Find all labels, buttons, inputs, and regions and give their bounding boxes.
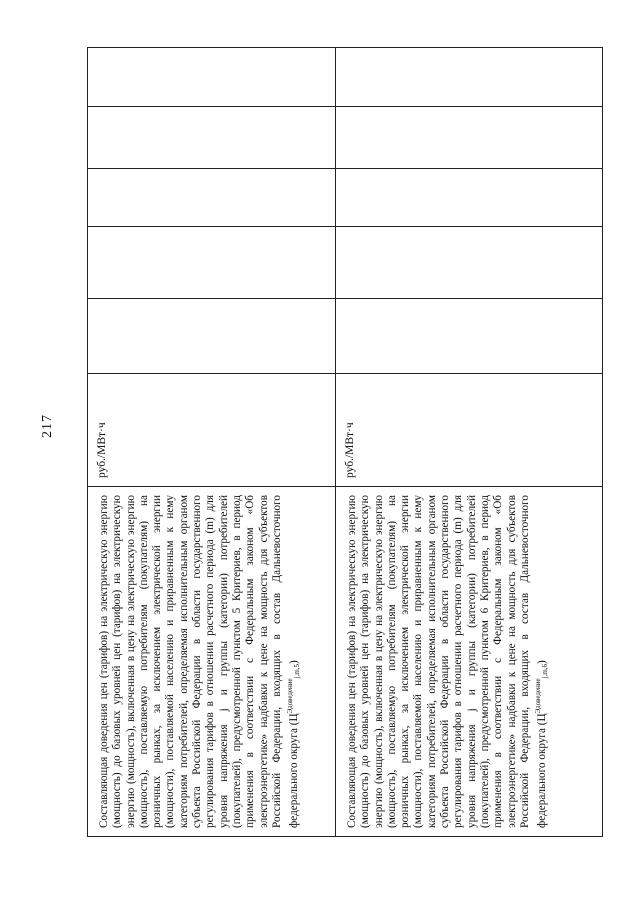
value-cell [336, 48, 602, 106]
value-cell [336, 226, 602, 298]
formula [288, 660, 300, 713]
value-cell [336, 168, 602, 226]
formula [536, 660, 548, 713]
value-cell [336, 106, 602, 168]
value-cell [88, 168, 335, 226]
formula-close: ) [536, 660, 549, 664]
row-description [88, 486, 335, 836]
unit-cell [88, 373, 335, 486]
description-text: Составляющая доведения цен (тарифов) на электрическую энергию (мощность) до базовых уровней цен (тарифов) на электрическую энергию (мощность), включенная в цену на электрическую энергию (мощность), поставляемую потребителям (покупателям) на розничных рынках, за исключением электрической энергии (мощности), поставляемой населению и приравненным к нему категориям потребителей, определяемая исполнительным органом субъекта Российской Федерации в области государственного регулирования тарифов в отношении расчетного периода (m) для уровня напряжения j и группы (категории) потребителей (покупателей), предусмотренной пунктом 5 Критериев, в период применения в соответствии с Федеральным законом «Об электроэнергетике» надбавки к цене на мощность для субъектов Российской Федерации, входящих в состав Дальневосточного федерального округа (Ц [98, 495, 301, 828]
unit-label: руб./МВт·ч [96, 422, 108, 478]
formula-close: ) [288, 660, 301, 664]
value-cell [88, 106, 335, 168]
value-cell [88, 226, 335, 298]
description-text: Составляющая доведения цен (тарифов) на электрическую энергию (мощность) до базовых уровней цен (тарифов) на электрическую энергию (мощность), включенная в цену на электрическую энергию (мощность), поставляемую потребителям (покупателям) на розничных рынках, за исключением электрической энергии (мощности), поставляемой населению и приравненным к нему категориям потребителей, определяемая исполнительным органом субъекта Российской Федерации в области государственного регулирования тарифов в отношении расчетного периода (m) для уровня напряжения j и группы (категории) потребителей (покупателей), предусмотренной пунктом 6 Критериев, в период применения в соответствии с Федеральным законом «Об электроэнергетике» надбавки к цене на мощность для субъектов Российской Федерации, входящих в состав Дальневосточного федерального округа (Ц [346, 495, 549, 828]
value-cell [88, 48, 335, 106]
value-cell [336, 298, 602, 373]
table-row [336, 48, 602, 836]
formula-subscript: j,m,5 [293, 663, 302, 679]
value-cell [88, 298, 335, 373]
row-description [336, 486, 602, 836]
page-number: 217 [40, 414, 55, 438]
tariff-table [87, 47, 603, 837]
unit-label: руб./МВт·ч [344, 422, 356, 478]
formula-superscript: Эдоведение [286, 678, 295, 714]
table-row [88, 48, 336, 836]
formula-subscript: j,m,6 [541, 663, 550, 679]
unit-cell [336, 373, 602, 486]
formula-superscript: Эдоведение [534, 678, 543, 714]
